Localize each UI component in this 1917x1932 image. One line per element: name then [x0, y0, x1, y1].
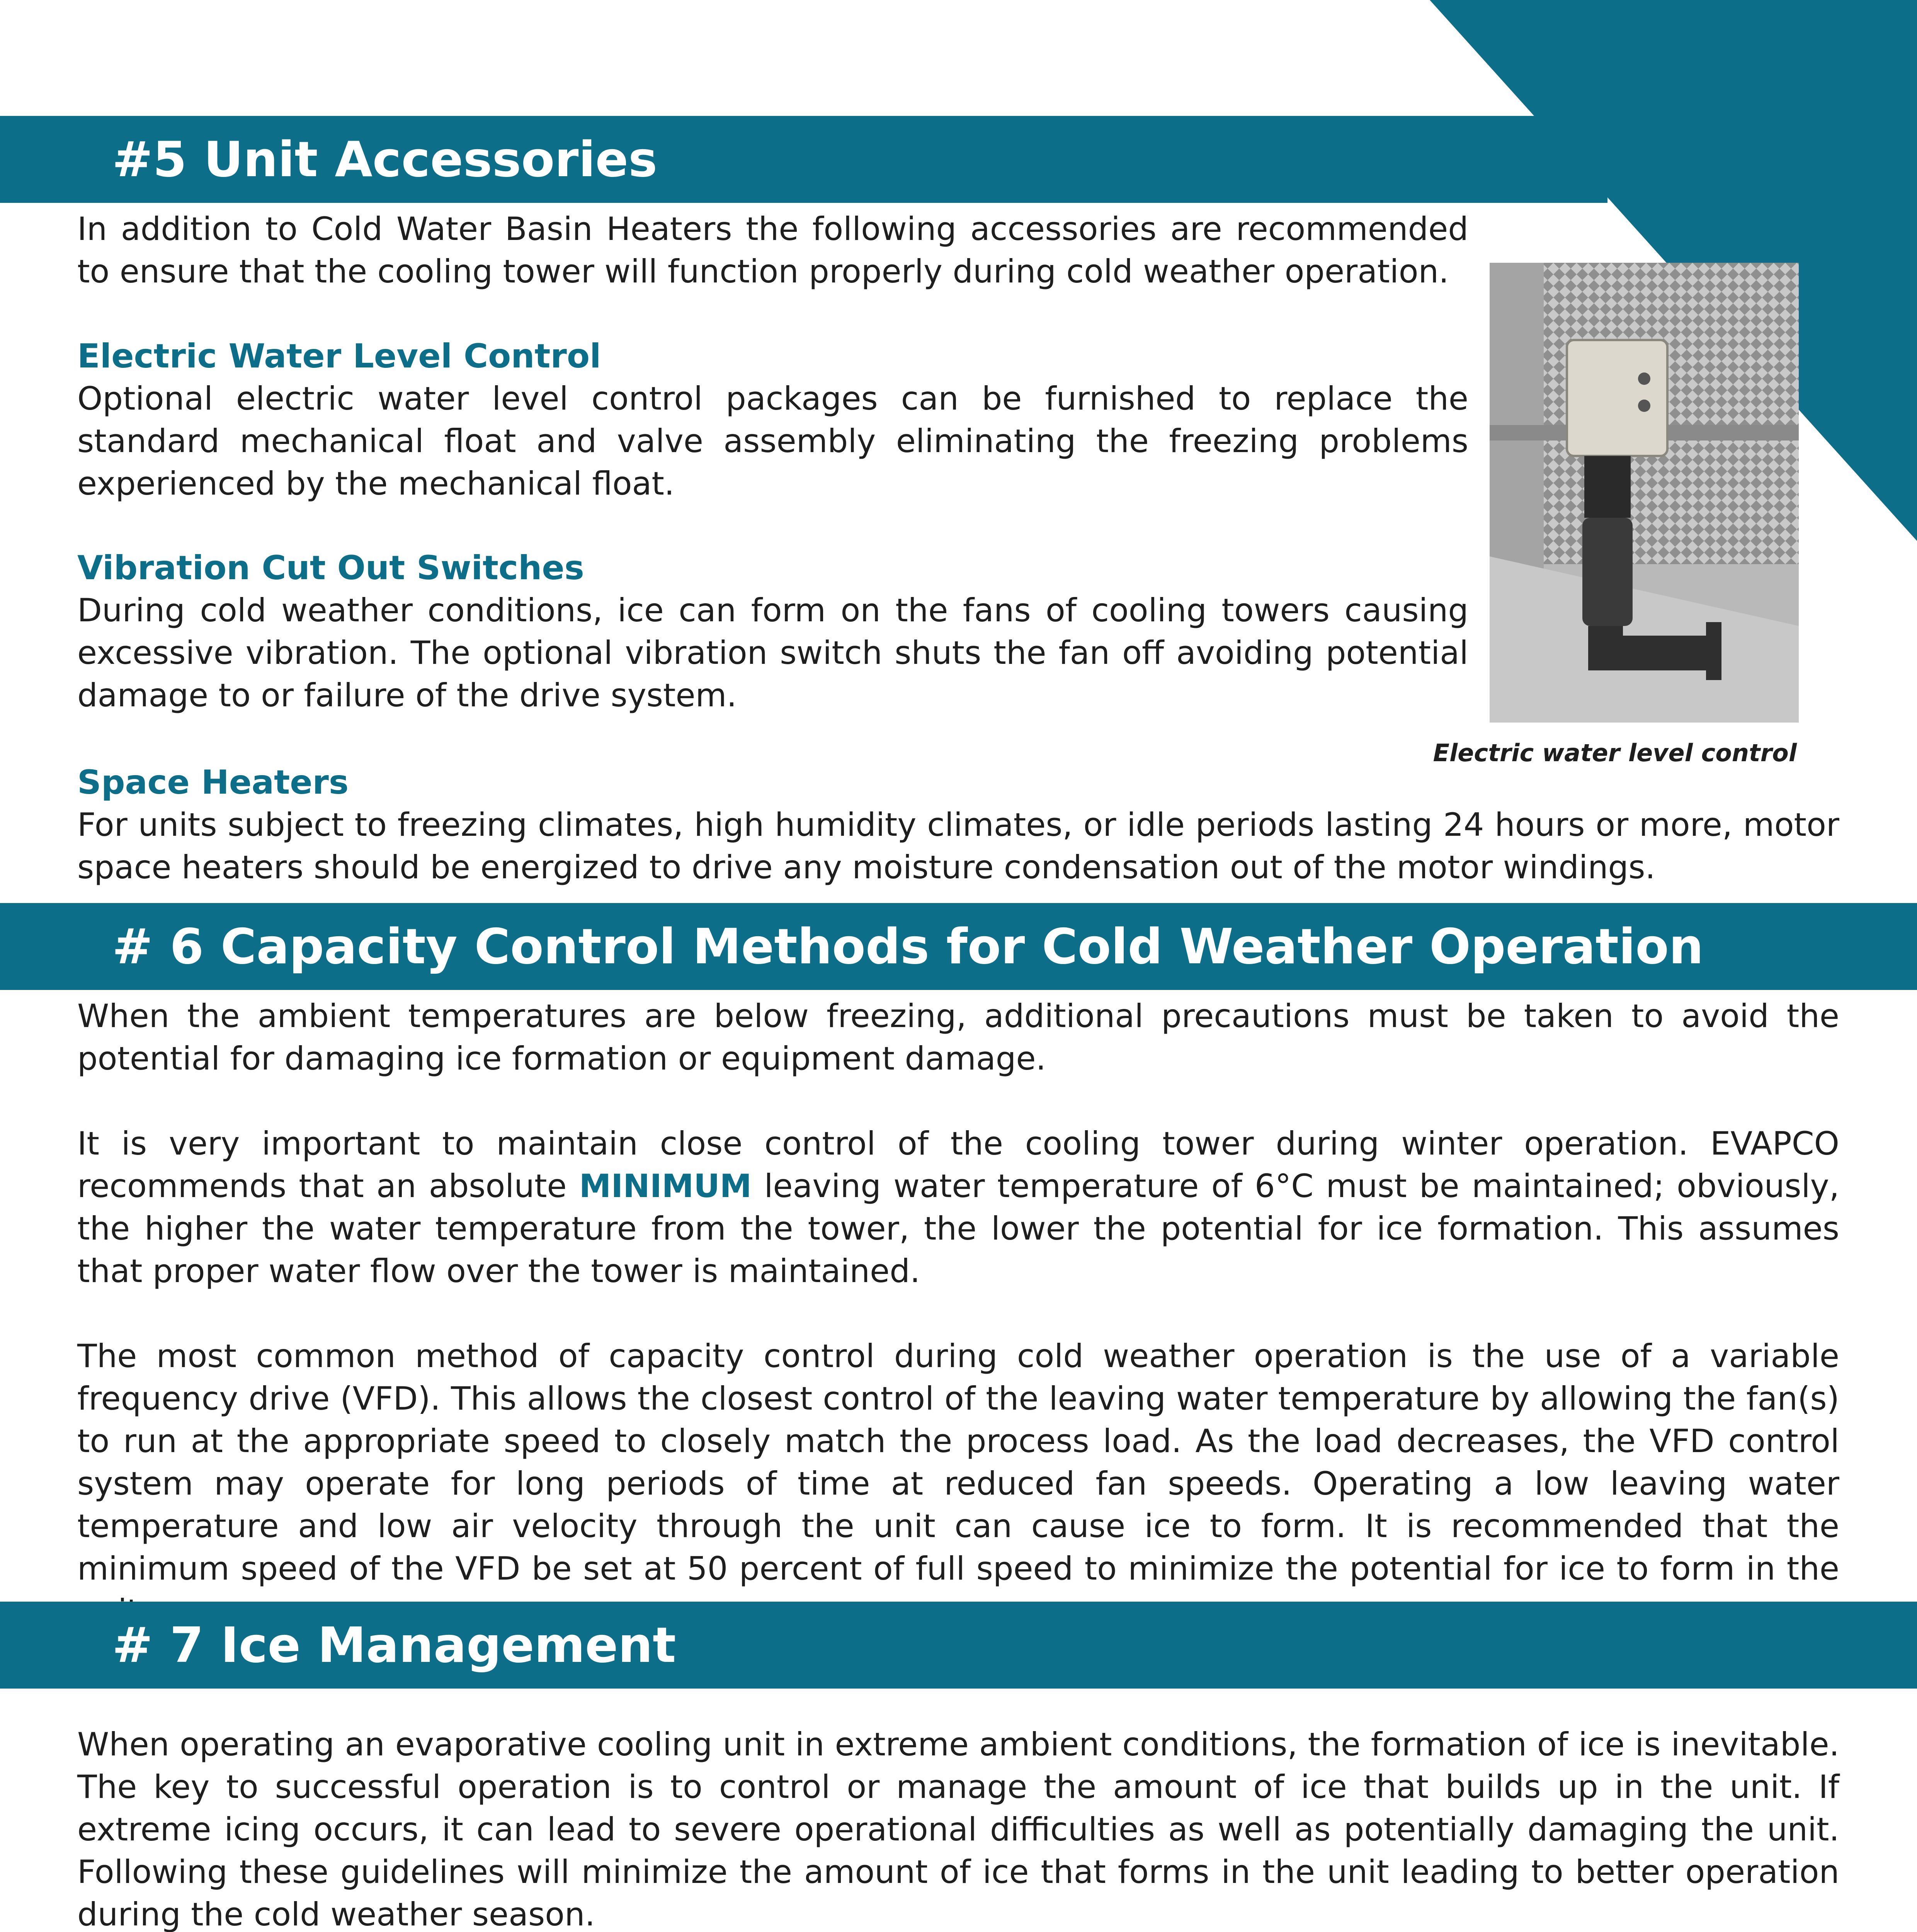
subheading-vibration-cut-out-switches: Vibration Cut Out Switches [77, 549, 584, 587]
section6-heading: # 6 Capacity Control Methods for Cold Weather Operation [112, 918, 1704, 975]
section7-paragraph-1: When operating an evaporative cooling unit in extreme ambient conditions, the formation of ice is inevitable. The key to successful operation is to control or manage the amount of ice that builds up in the unit. If extreme icing occurs, it can lead to severe operational difficulties as well as potentially damaging the unit. Following these guidelines will minimize the amount of ice that forms in the unit leading to better operation during the cold weather season. [77, 1726, 1839, 1932]
section6-paragraph-2-start: It is very important to maintain close control of the cooling tower during winter operation. EVAPCO recommends that an absolute [77, 1125, 1839, 1205]
electric-water-level-control-photo [1490, 263, 1799, 723]
section6-paragraph-2-end: leaving water temperature of 6°C must be maintained; obviously, the higher the water temperature from the tower, the lower the potential for ice formation. This assumes that proper water flow over the tower is maintained. [77, 1167, 1840, 1290]
section5-heading: #5 Unit Accessories [112, 131, 658, 188]
section5-heading-band [0, 116, 1607, 203]
section6-paragraph-2 [77, 1122, 1839, 1293]
section5-intro: In addition to Cold Water Basin Heaters the following accessories are recommended to ensure that the cooling tower will function properly during cold weather operation. [77, 210, 1468, 290]
section7-heading: # 7 Ice Management [112, 1616, 676, 1673]
electric-water-level-control-text: Optional electric water level control packages can be furnished to replace the standard mechanical float and valve assembly eliminating the freezing problems experienced by the mechanical float. [77, 380, 1468, 502]
vibration-cut-out-switches-text: During cold weather conditions, ice can form on the fans of cooling towers causing excessive vibration. The optional vibration switch shuts the fan off avoiding potential damage to or failure of the drive system. [77, 592, 1468, 714]
section6-paragraph-1: When the ambient temperatures are below freezing, additional precautions must be taken to avoid the potential for damaging ice formation or equipment damage. [77, 997, 1839, 1077]
subheading-space-heaters: Space Heaters [77, 763, 349, 802]
minimum-emphasis: MINIMUM [579, 1167, 752, 1205]
section7-heading-band [0, 1602, 1917, 1689]
photo-caption: Electric water level control [1433, 739, 1797, 767]
subheading-electric-water-level-control: Electric Water Level Control [77, 337, 601, 376]
section6-heading-band [0, 903, 1917, 990]
space-heaters-text: For units subject to freezing climates, high humidity climates, or idle periods lasting 24 hours or more, motor space heaters should be energized to drive any moisture condensation out of the motor windings. [77, 806, 1839, 886]
section6-paragraph-3: The most common method of capacity control during cold weather operation is the use of a variable frequency drive (VFD). This allows the closest control of the leaving water temperature by allowing the fan(s) to run at the appropriate speed to closely match the process load. As the load decreases, the VFD control system may operate for long periods of time at reduced fan speeds. Operating a low leaving water temperature and low air velocity through the unit can cause ice to form. It is recommended that the minimum speed of the VFD be set at 50 percent of full speed to minimize the potential for ice to form in the [77, 1337, 1839, 1587]
